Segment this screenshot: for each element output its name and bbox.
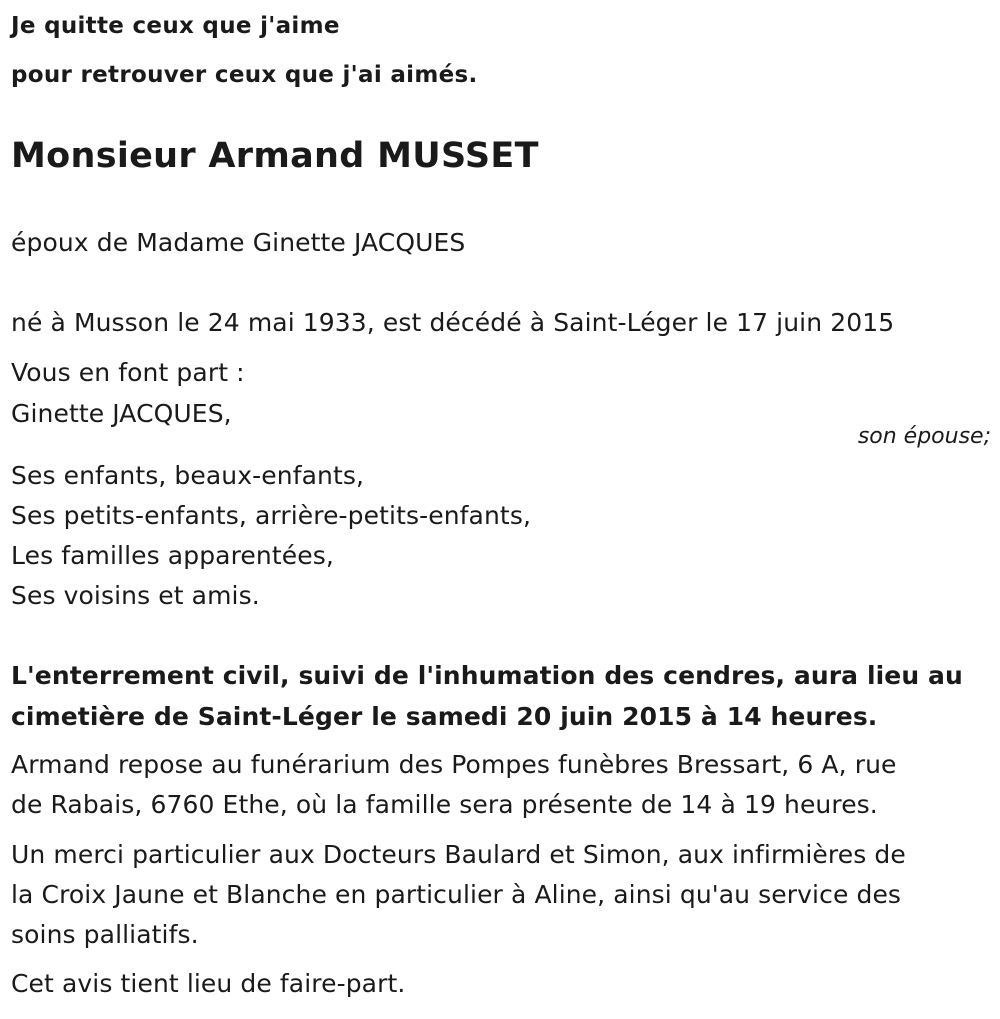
thanks-line: soins palliatifs. <box>11 920 199 949</box>
funerarium-line: Armand repose au funérarium des Pompes funèbres Bressart, 6 A, rue <box>11 750 897 779</box>
family-line: Les familles apparentées, <box>11 541 334 570</box>
announcer-spouse-name: Ginette JACQUES, <box>11 399 232 428</box>
family-line: Ses enfants, beaux-enfants, <box>11 461 365 490</box>
epigraph-line-2: pour retrouver ceux que j'ai aimés. <box>11 62 478 88</box>
ceremony-line: L'enterrement civil, suivi de l'inhumation des cendres, aura lieu au <box>11 661 963 690</box>
ceremony-line: cimetière de Saint-Léger le samedi 20 juin 2015 à 14 heures. <box>11 702 878 731</box>
thanks-line: Un merci particulier aux Docteurs Baulard et Simon, aux infirmières de <box>11 840 906 869</box>
thanks-line: la Croix Jaune et Blanche en particulier à Aline, ainsi qu'au service des <box>11 880 902 909</box>
family-line: Ses voisins et amis. <box>11 581 260 610</box>
announcer-spouse-relation: son épouse; <box>857 424 991 449</box>
birth-death-line: né à Musson le 24 mai 1933, est décédé à Saint-Léger le 17 juin 2015 <box>11 308 895 337</box>
deceased-name: Monsieur Armand MUSSET <box>11 136 539 176</box>
announcers-intro: Vous en font part : <box>11 358 245 387</box>
family-line: Ses petits-enfants, arrière-petits-enfants, <box>11 501 531 530</box>
spouse-line: époux de Madame Ginette JACQUES <box>11 228 466 257</box>
epigraph-line-1: Je quitte ceux que j'aime <box>11 13 340 39</box>
funerarium-line: de Rabais, 6760 Ethe, où la famille sera présente de 14 à 19 heures. <box>11 790 878 819</box>
closing-line: Cet avis tient lieu de faire-part. <box>11 969 406 998</box>
